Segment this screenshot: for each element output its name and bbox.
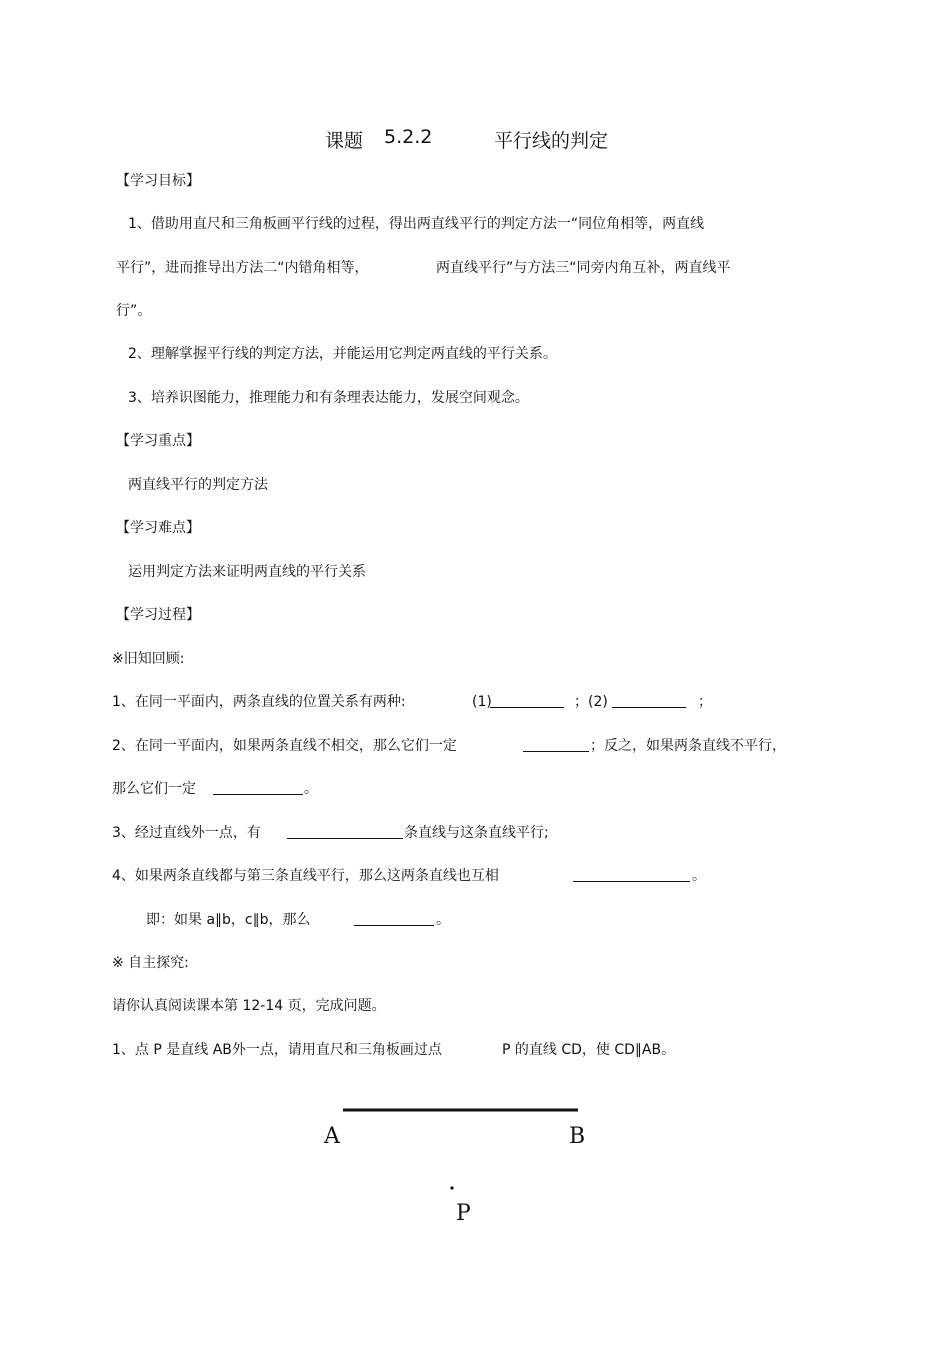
page-title: [0, 126, 950, 150]
explore-heading: ※ 自主探究:: [112, 955, 189, 971]
q1-label-1: (1): [472, 694, 492, 710]
heading-process: 【学习过程】: [116, 607, 200, 623]
task1-text: 1、点 P 是直线 AB外一点，请用直尺和三角板画过点: [112, 1042, 442, 1058]
q2-text-c: 那么它们一定: [112, 781, 196, 797]
goal1-line2b: 两直线平行”与方法三“同旁内角互补，两直线平: [436, 260, 731, 276]
title-number: 5.2.2: [384, 126, 433, 148]
q2-text-b: ；反之，如果两条直线不平行，: [590, 738, 786, 754]
q4-example: 即：如果 a∥b，c∥b，那么: [146, 912, 311, 928]
q2-blank-1[interactable]: [523, 737, 589, 752]
title-name: 平行线的判定: [494, 130, 609, 152]
label-p: P: [456, 1201, 471, 1226]
q4-example-end: 。: [436, 912, 450, 928]
goal1-line2a: 平行”，进而推导出方法二“内错角相等，: [116, 260, 369, 276]
q2-text: 2、在同一平面内，如果两条直线不相交，那么它们一定: [112, 738, 457, 754]
key-text: 两直线平行的判定方法: [128, 477, 268, 493]
q1-blank-2[interactable]: [612, 693, 686, 708]
label-b: B: [569, 1124, 586, 1149]
q2-end: 。: [304, 781, 318, 797]
q4-text: 4、如果两条直线都与第三条直线平行，那么这两条直线也互相: [112, 868, 499, 884]
q1-end: ；: [698, 694, 712, 710]
q3-blank[interactable]: [287, 824, 403, 839]
label-a: A: [324, 1124, 340, 1149]
q4-example-blank[interactable]: [354, 911, 434, 926]
q1-label-2: ；(2): [574, 694, 608, 710]
heading-difficulty: 【学习难点】: [116, 520, 200, 536]
goal2: 2、理解掌握平行线的判定方法，并能运用它判定两直线的平行关系。: [128, 346, 557, 362]
goal3: 3、培养识图能力，推理能力和有条理表达能力，发展空间观念。: [128, 390, 529, 406]
heading-key: 【学习重点】: [116, 433, 200, 449]
q3-text-b: 条直线与这条直线平行;: [404, 825, 549, 841]
heading-goals: 【学习目标】: [116, 173, 200, 189]
review-heading: ※旧知回顾:: [112, 651, 185, 667]
q4-blank[interactable]: [573, 867, 690, 882]
q1-blank-1[interactable]: [490, 693, 564, 708]
point-p: [450, 1186, 453, 1189]
q2-blank-2[interactable]: [213, 780, 303, 795]
difficulty-text: 运用判定方法来证明两直线的平行关系: [128, 564, 366, 580]
q1-text: 1、在同一平面内，两条直线的位置关系有两种:: [112, 694, 406, 710]
q4-end: 。: [692, 868, 706, 884]
q3-text: 3、经过直线外一点，有: [112, 825, 261, 841]
title-prefix: 课题: [325, 130, 364, 152]
goal1-line3: 行”。: [116, 303, 152, 319]
line-ab-figure: [0, 1090, 950, 1240]
task1-text-b: P 的直线 CD，使 CD∥AB。: [502, 1042, 676, 1058]
goal1-line1: 1、借助用直尺和三角板画平行线的过程，得出两直线平行的判定方法一“同位角相等，两直线: [128, 216, 705, 232]
read-instruction: 请你认真阅读课本第 12-14 页，完成问题。: [112, 998, 386, 1014]
